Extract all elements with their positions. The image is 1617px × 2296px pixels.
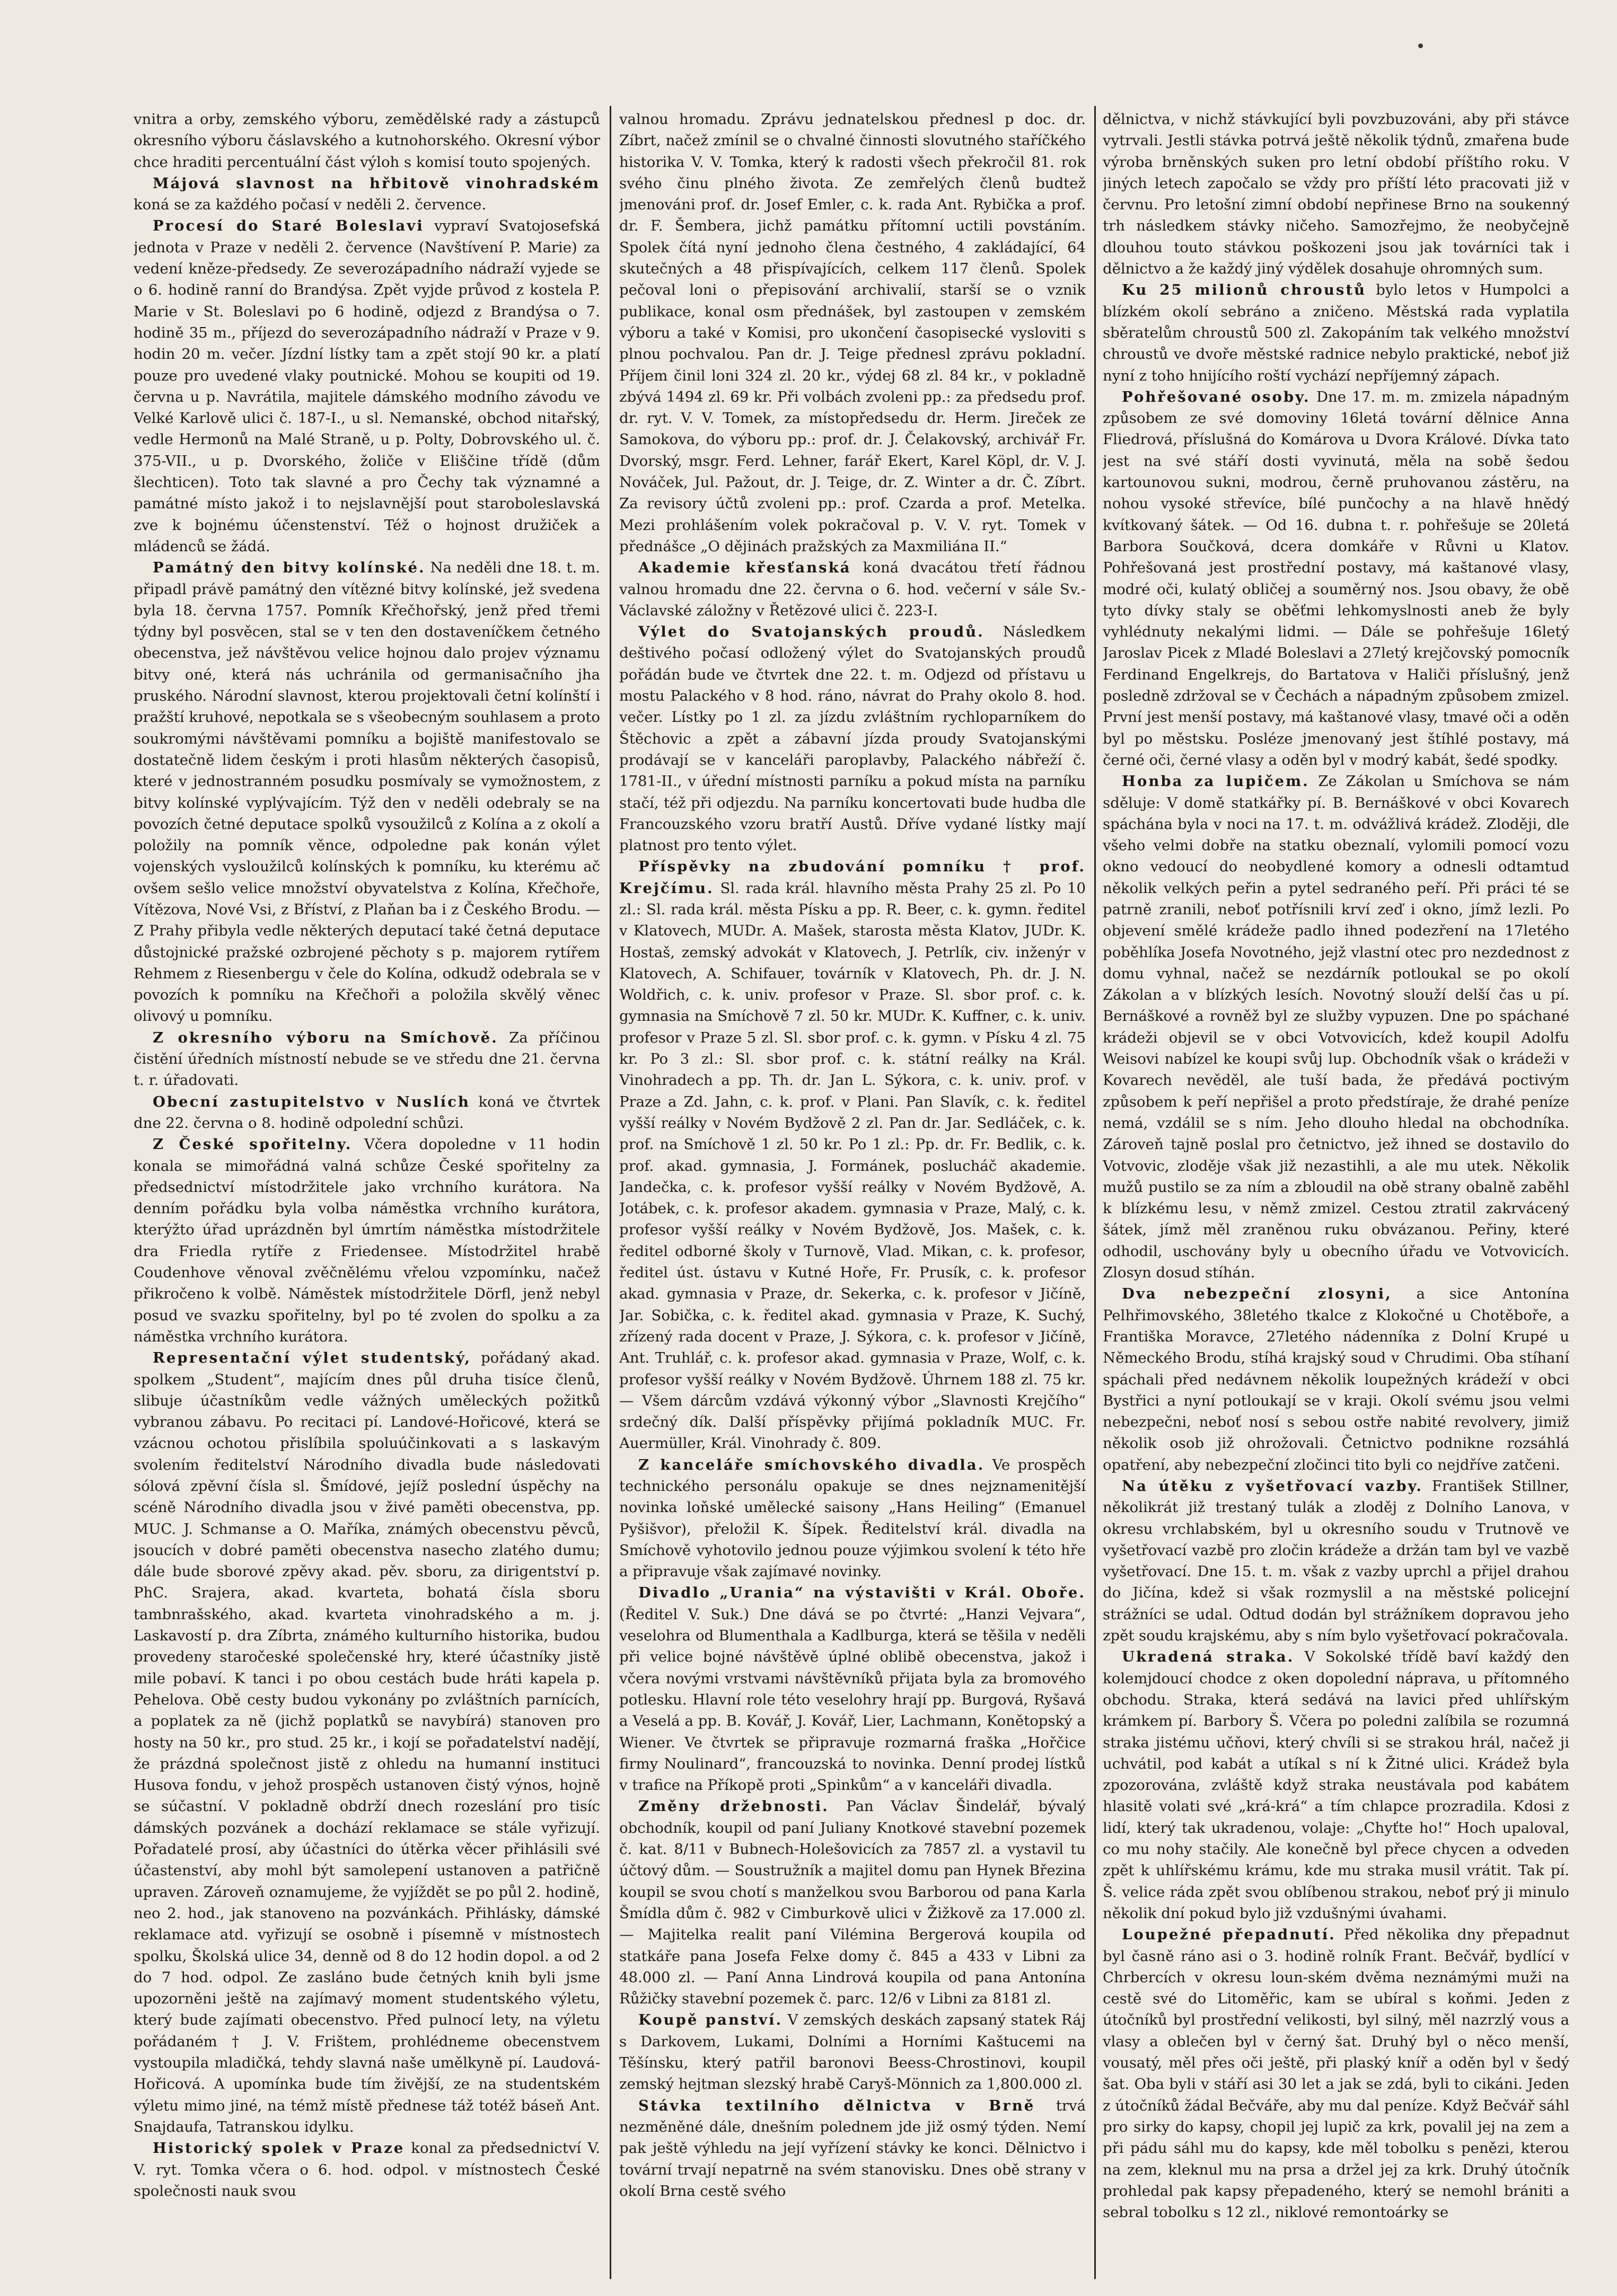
news-article [1103,1476,1569,1646]
news-article [619,621,1086,856]
news-article [134,173,600,216]
article-headline: Ukradená straka. [1122,1648,1295,1666]
article-headline: Na útěku z vyšetřovací vazby. [1122,1478,1423,1495]
news-article [1103,386,1569,771]
news-article [1103,1283,1569,1476]
news-article [134,215,600,557]
column-rule-1 [610,106,611,2279]
news-article [134,1134,600,1347]
article-headline: Loupežné přepadnutí. [1122,1926,1336,1944]
article-body: V zemských deskách zapsaný statek Ráj s Darkovem, Lukami, Dolními a Horními Kaštucemi na Těšínsku, který patřil baronovi Beess-Chrostinovi, koupil zemský hejtman slezský hrabě Caryš-Mönnich za 1,800.000 zl. [619,2011,1086,2093]
news-article [134,2138,600,2202]
column-1 [134,109,600,2276]
news-article [1103,109,1569,279]
article-headline: Obecní zastupitelstvo v Nuslích [153,1093,470,1110]
news-article [134,1091,600,1134]
column-3 [1103,109,1569,2276]
article-body: František Stillner, několikrát již trestaný tulák a zloděj z Dolního Lanova, v okresu vrchlabském, byl u okresního soudu v Trutnově ve vyšetřovací vazbě pro zločin krádeže a držán tam byl ve vazbě vyšetřovací. Dne 15. t. m. však z vazby uprchl a přijel drahou do Jičína, kdež si však rozmyslil a na městské policejní strážníci se udal. Odtud dodán byl strážníkem dopravou jeho zpět soudu krajskému, aby s ním bylo vyšetřovací pokračovala. [1103,1478,1569,1645]
article-body: Pan Václav Šindelář, bývalý obchodník, koupil od paní Juliany Knotkové stavební pozemek č. kat. 8/11 v Bubnech-Holešovicích za 7857 zl. a vystavil tu účtový dům. — Soustružník a majitel domu pan Hynek Březina koupil se svou chotí s manželkou svou Barborou od pana Karla Šmídla dům č. 982 v Cimburkově ulici v Žižkově za 17.000 zl. — Majitelka realit paní Vilémina Bergerová koupila od statkáře pana Josefa Felxe domy č. 845 a 433 v Libni za 48.000 zl. — Paní Anna Lindrová koupila od pana Antonína Růžičky stavební pozemek č. parc. 12/6 v Libni za 8181 zl. [619,1798,1086,2008]
article-body: a sice Antonína Pelhřimovského, 38letého tkalce z Klokočné u Chotěboře, a Františka Moravce, 27letého nádenníka z Dolní Krupé u Německého Brodu, stíhá krajský soud v Chrudimi. Oba stíhaní spáchali před nedávnem několik loupežných krádeží v obci Bystřici a nyní potloukají se v kraji. Okolí svému jsou velmi nebezpečni, neboť nosí s sebou ostře nabité revolvery, jimiž několik osob již ohrožovali. Četnictvo podnikne rozsáhlá opatření, aby nebezpeční zločinci tito byli co nejdříve zatčeni. [1103,1285,1569,1473]
news-article [134,109,600,173]
article-headline: Representační výlet studentský, [153,1349,471,1367]
article-body: (Ředitel V. Suk.) Dne dává se po čtvrté: „Hanzi Vejvara“, veselohra od Blumenthala a Kadlburga, která se těšila v neděli při velice bojné návštěvě úplné oblibě obecenstva, jakož i včera novými vrstvami návštěvníků přijata byla za bromového potlesku. Hlavní role této veselohry hrají pp. Burgová, Ryšavá a Veselá a pp. B. Kovář, J. Kovář, Lier, Lachmann, Konětopský a Wiener. Ve čtvrtek se připravuje rozmarná fraška „Hořčice firmy Noulinard“, francouzská to novinka. Denní prodej lístků v trafice na Příkopě proti „Spinkům“ a v kanceláři divadla. [619,1605,1086,1794]
article-headline: Památný den bitvy kolínské. [153,559,426,577]
article-body: Ve prospěch technického personálu opakuje se dnes nejznamenitější novinka loňské umělecké saisony „Hans Heiling“ (Emanuel Pyšišvor), přeložil K. Šípek. Ředitelství král. divadla na Smíchově vyhotovilo jednou pouze výjimkou svolení k této hře a připravuje však zajímavé novinky. [619,1456,1086,1580]
article-headline: Pohřešované osoby. [1122,388,1311,405]
article-body: konal za předsednictví V. V. ryt. Tomka včera o 6. hod. odpol. v místnostech České společnosti nauk svou [134,2140,600,2200]
article-headline: Procesí do Staré Boleslavi [153,217,424,235]
article-headline: Divadlo „Urania“ na výstavišti v Král. Oboře. [638,1584,1086,1602]
article-headline: Ku 25 milionů chroustů [1122,281,1367,299]
news-article [134,1027,600,1091]
news-article [619,1582,1086,1796]
news-article [1103,279,1569,386]
article-headline: Májová slavnost na hřbitově vinohradském [153,174,600,192]
article-body: koná se za každého počasí v neděli 2. července. [134,196,487,214]
article-body: Za příčinou čistění úředních místností nebude se ve středu dne 21. června t. r. úřadovati. [134,1029,600,1089]
article-body: bylo letos v Humpolci a blízkém okolí sebráno a zničeno. Městská rada vyplatila sběratelům chroustů 500 zl. Zakopáním tak velkého množství chroustů ve dvoře městské radnice nebylo praktické, neboť již nyní z toho hnijícího roští vychází nepříjemný zápach. [1103,281,1569,384]
news-article [1103,1646,1569,1924]
article-headline: Koupě panství. [638,2011,783,2029]
article-body: Sl. rada král. hlavního města Prahy 25 zl. Po 10 zl.: Sl. rada král. města Písku a pp. R. Beer, c. k. gymn. ředitel v Klatovech, MUDr. A. Mašek, starosta města Klatov, JUDr. K. Hostaš, zemský advokát v Klatovech, J. Petrlík, civ. inženýr v Klatovech, A. Schifauer, továrník v Klatovech, Ph. dr. J. N. Woldřich, c. k. univ. profesor v Praze. Sl. sbor prof. c. k. gymnasia na Smíchově 7 zl. 50 kr. MUDr. K. Kuffner, c. k. univ. profesor v Praze 5 zl. Sl. sbor prof. c. k. gymn. v Písku 4 zl. 75 kr. Po 3 zl.: Sl. sbor prof. c. k. státní reálky na Král. Vinohradech a pp. Th. dr. Jan L. Sýkora, c. k. univ. prof. v Praze a Zd. Jahn, c. k. prof. v Plani. Pan Slavík, c. k. ředitel vyšší reálky v Novém Bydžově 2 zl. Pan dr. Jar. Sedláček, c. k. prof. na Smíchově 1 zl. 50 kr. Po 1 zl.: Pp. dr. Fr. Bedlik, c. k. prof. akad. gymnasia, J. Formánek, poslucháč akademie. Jandečka, c. k. profesor vyšší reálky v Novém Bydžově, A. Jotábek, c. k. profesor akadem. gymnasia v Praze, Malý, c. k. profesor vyšší reálky v Novém Bydžově, Jos. Mašek, c. k. ředitel odborné školy v Turnově, Vlad. Mikan, c. k. profesor, ředitel úst. ústavu v Kutné Hoře, Fr. Prusík, c. k. profesor akad. gymnasia v Praze, dr. Sekerka, c. k. profesor v Jičíně, Jar. Sobička, c. k. ředitel akad. gymnasia v Praze, K. Suchý, zřízený rada docent v Praze, J. Sýkora, c. k. profesor v Jičíně, Ant. Truhlář, c. k. profesor akad. gymnasia v Praze, Wolf, c. k. profesor vyšší reálky v Novém Bydžově. Úhrnem 188 zl. 75 kr. — Všem dárcům vzdává výkonný výbor „Slavnosti Krejčího“ srdečný dík. Další příspěvky přijímá pokladník MUC. Fr. Auermüller, Král. Vinohrady č. 809. [619,879,1086,1452]
article-headline: Historický spolek v Praze [153,2140,405,2157]
news-article [134,557,600,1027]
article-body: Včera dopoledne v 11 hodin konala se mimořádná valná schůze České spořitelny za předsednictví místodržitele jako vrchního kurátora. Na denním pořádku byla volba náměstka vrchního kurátora, kterýžto úřad uprázdněn byl úmrtím náměstka místodržitele dra Friedla rytíře z Friedensee. Místodržitel hrabě Coudenhove věnoval zvěčnělému vřelou vzpomínku, načež přikročeno k volbě. Náměstek místodržitele Dörfl, jenž nebyl posud ve svazku spořitelny, byl po té zvolen do spolku a za náměstka vrchního kurátora. [134,1136,600,1345]
news-article [1103,771,1569,1283]
news-article [619,2095,1086,2202]
article-body: vnitra a orby, zemského výboru, zemědělské rady a zástupců okresního výboru čáslavského a kutnohorského. Okresní výbor chce hraditi percentuální část výloh s komisí touto spojených. [134,111,600,171]
article-body: Ze Zákolan u Smíchova se nám sděluje: V domě statkářky pí. B. Bernáškové v obci Kovarech spáchána byla v noci na 17. t. m. odvážlivá krádež. Zloději, dle všeho velmi dobře na statku obeznalí, vylomili pomocí vozu okno vedoucí do neobydlené komory a odnesli odtamtud několik velkých peřin a pytel sedraného peří. Při práci té se patrně zranili, neboť potřísnili krví zeď i okno, jímž lezli. Po objevení smělé krádeže padlo ihned podezření na 17letého poběhlíka Josefa Novotného, jejž vlastní otec pro nezdednost z domu vyhnal, načež se nezdárník potloukal se po okolí Zákolan a v blízkých lesích. Novotný slouží delší čas u pí. Bernáškové a rovněž byl ze služby vypuzen. Dne po spáchané krádeži objevil se v obci Votvovicích, kdež koupil Adolfu Weisovi nabízel ke koupi svůj lup. Obchodník však o krádeži v Kovarech nevěděl, ale tuší bada, že předává poctivým způsobem k peří nepřišel a proto předstíraje, že drahé peníze nemá, vzdálil se s ním. Jeho dlouho hledal na obchodníka. Zároveň tajně poslal pro četnictvo, jež ihned se dostavilo do Votvovic, zloděje však již nezastihli, a ale mu utek. Několik mužů pustilo se za ním a zbloudil na obě strany obalně zaběhl k blízkému lesu, v němž zmizel. Cestou ztratil zakrvácený šátek, jímž měl zraněnou ruku obvázanou. Peřiny, které odhodil, uschovány byly u obecního úřadu ve Votvovicích. Zlosyn dosud stíhán. [1103,773,1569,1282]
article-body: V Sokolské třídě baví každý den kolemjdoucí chodce z oken dopolední náprava, u přítomného obchodu. Straka, která sedává na lavici před uhlířským krámkem pí. Barbory Š. Včera po poledni zalíbila se rozumná straka jistému učňovi, který chvíli si se strakou hrál, načež ji uchvátil, pod kabát a utíkal s ní k Žitné ulici. Krádež byla zpozorována, zvláště když straka neustávala pod kabátem hlasitě volati své „krá-krá“ a tím chlapce prozradila. Kdosi z lidí, který tak ukradenou, volaje: „Chyťte ho!“ Hoch upaloval, co mu nohy stačily. Ale konečně byl přece chycen a odveden zpět k uhlířskému krámu, kde mu straka musil vrátit. Tak pí. Š. velice ráda zpět svou oblíbenou strakou, neboť prý ji minulo několik dní pokud bylo již vzdušnými úvahami. [1103,1648,1569,1922]
article-body: vypraví Svatojosefská jednota v Praze v neděli 2. července (Navštívení P. Marie) za vedení kněze-předsedy. Ze severozápadního nádraží vyjede se o 6. hodině ranní do Brandýsa. Zpět vyjde průvod z kostela P. Marie v St. Boleslavi po 6 hodině, odjezd z Brandýsa o 7. hodině 35 m., příjezd do severozápadního nádraží v Praze v 9. hodin 20 m. večer. Jízdní lístky tam a zpět stojí 90 kr. a platí pouze pro uvedené vlaky poutnické. Mohou se koupiti od 19. června u p. Navrátila, majitele dámského modního závodu ve Velké Karlově ulici č. 187-I., u sl. Nemanské, obchod nitařský, vedle Hermonů na Malé Straně, u p. Polty, Dobrovského ul. č. 375-VII., u p. Dvorského, žoliče v Eliščine třídě (dům šlechticen). Toto tak slavné a pro Čechy tak významné a památné místo jakož i to nejslavnější pout staroboleslavská zve k bojnému účenstenství. Též o hojnost družiček a mládenců se žádá. [134,217,600,555]
article-headline: Dva nebezpeční zlosyni, [1122,1285,1392,1303]
news-article [619,2009,1086,2095]
ink-speck [1418,43,1423,48]
news-article [619,557,1086,621]
column-2 [619,109,1086,2276]
article-body: Před několika dny přepadnut byl časně ráno asi o 3. hodině rolník Frant. Bečvář, bydlící v Chrbercích v okresu loun-ském dvěma neznámými muži na cestě své do Litoměřic, kam se ubíral s koňmi. Jeden z útočníků byl prostřední velikosti, byl silný, měl nazrzlý vous a vlasy a oblečen byl v černý šat. Druhý byl o něco menší, vousatý, měl přes oči ještě, při plaský kníř a oděn byl v šedý šat. Oba byli v stáří asi 30 let a jak se zdá, byli to cikáni. Jeden z útočníků žádal Bečváře, aby mu dal peníze. Když Bečvář sáhl pro sirky do kapsy, chopil jej lupič za krk, povalil jej na zem a při pádu sáhl mu do kapsy, kde měl tobolku s penězi, kterou na zem, kleknul mu na prsa a držel jej za krk. Druhý útočník prohledal pak kapsy přepadeného, který se nemohl brániti a sebral tobolku s 12 zl., niklové remontoárky se [1103,1926,1569,2221]
article-body: Na neděli dne 18. t. m. připadl právě památný den vítězné bitvy kolínské, jež svedena byla 18. června 1757. Pomník Křečhořský, jenž před třemi týdny byl posvěcen, stal se v ten den dostaveníčkem četného obecenstva, jež návštěvou velice hojnou dalo projev významu bitvy oné, která nás uchránila od germanisačního jha pruského. Národní slavnost, kterou projektovali četní kolínští i pražští kruhové, nepotkala se s všeobecným souhlasem a proto soukromými návštěvami pomníku a bojiště manifestovalo se dostatečně lidem českým i proti hlasům některých časopisů, které v jednostranném posudku posmívaly se vymožnostem, z bitvy kolínské vyplývajícím. Týž den v neděli odebraly se na povozích četné deputace spolků vysoužilců z Kolína a z okolí a položily na pomník věnce, odpoledne pak konán výlet vojenských vysloužilců kolínských k pomníku, ku kterému ač ovšem sešlo velice množství obyvatelstva z Kolína, Křečhoře, Vítězova, Nové Vsi, z Bříství, z Plaňan ba i z Českého Brodu. — Z Prahy přibyla vedle některých deputací také četná deputace důstojnické pražské ozbrojené pěchoty s p. majorem rytířem Rehmem z Riesenbergu v čele do Kolína, odkudž odebrala se v povozích k pomníku na Křečhoři a položila skvělý věnec olivový u pomníku. [134,559,600,1025]
column-rule-2 [1094,106,1096,2279]
article-headline: Výlet do Svatojanských proudů. [638,623,985,641]
article-body: Následkem deštivého počasí odložený výlet do Svatojanských proudů pořádán bude ve čtvrtek dne 22. t. m. Odjezd od přístavu u mostu Palackého v 8 hod. ráno, návrat do Prahy okolo 8. hod. večer. Lístky po 1 zl. za jízdu zvláštním rychloparníkem do Štěchovic a zpět a zábavní jízda proudy Svatojanskými prodávají se v kanceláři paroplavby, Palackého nábřeží č. 1781-II., v úřední místnosti parníku a pokud místa na parníku stačí, též při odjezdu. Na parníku koncertovati bude hudba dle Francouzského vzoru bratří Austů. Dříve vydané lístky mají platnost pro tento výlet. [619,623,1086,854]
article-body: pořádaný akad. spolkem „Student“, majícím dnes půl druha tisíce členů, slibuje účastníkům vedle vážných uměleckých požitků vybranou zábavu. Po recitaci pí. Landové-Hořicové, která se vzácnou ochotou přislíbila spoluúčinkovati a s laskavým svolením ředitelství Národního divadla bude následovati sólová zpěvní čísla sl. Šmídové, jejíž poslední úspěchy na scéně Národního divadla jsou v živé paměti obecenstva, pp. MUC. J. Schmanse a O. Maříka, známých obecenstvu pěvců, jsoucích v dobré paměti obecenstva nasecho zlatého dumu; dále bude sborové zpěvy akad. pěv. sboru, za dirigentství p. PhC. Srajera, akad. kvarteta, bohatá čísla sboru tambnrašského, akad. kvarteta vinohradského a m. j. Laskavostí p. dra Zíbrta, známého kulturního historika, budou provedeny staročeské společenské hry, které účastníky jistě mile pobaví. K tanci i po obou cestách bude hráti kapela p. Pehelova. Obě cesty budou vykonány po zvláštních parnících, a poplatek za ně (jichž poplatků se navybírá) stanoven pro hosty na 50 kr., pro stud. 25 kr., i kojí se pořadatelství nadějí, že prázdná společnost jistě z ohledu na humanní instituci Husova fondu, v jehož prospěch ustanoven čistý výnos, hojně se súčastní. V pokladně obdrží dnech rozeslání pro tisíc dámských pozvánek a dochází reklamace se stále vyřizují. Pořadatelé prosí, aby účastníci do útěrka věcer přihlásili své účastenství, aby mohl být samolepení ustanoven a patřičně upraven. Zároveň oznamujeme, že vyjíždět se po půl 2. hodině, neo 2. hod., jak stanoveno na pozvánkách. Přihlásky, dámské reklamace atd. vyřizují se osobně i písemně v místnostech spolku, Školská ulice 34, denně od 8 do 12 hodin dopol. a od 2 do 7 hod. odpol. Ze zasláno bude četných knih byli jsme upozorněni ještě na zajímavý moment studentského výletu, který bude zajímati obecenstvo. Před pulnocí lety, na výletu pořádaném † J. V. Frištem, prohlédneme obecenstvem vystoupila mladičká, tehdy slavná naše umělkyně pí. Laudová-Hořicová. A upomínka bude tím živější, ze na studentském výletu mimo jiné, na témž místě přednese táž totéž báseň Ant. Snajdaufa, Tatranskou idylku. [134,1349,600,2135]
news-article [134,1347,600,2138]
article-headline: Změny držebnosti. [638,1798,829,1815]
article-headline: Honba za lupičem. [1122,773,1310,790]
article-body: trvá nezměněné dále, dnešním polednem jde již osmý týden. Nemí pak ještě výhledu na její vyřízení stávky ke konci. Dělnictvo i tovární trvají nepatrně na svém stanovisku. Dnes obě strany v okolí Brna cestě svého [619,2097,1086,2200]
article-headline: Příspěvky na zbudování pomníku † prof. Krejčímu. [619,858,1086,897]
article-headline: Z kanceláře smíchovského divadla. [638,1456,985,1473]
article-headline: Stávka textilního dělnictva v Brně [638,2097,1035,2114]
article-headline: Akademie křesťanská [638,559,851,577]
article-headline: Z okresního výboru na Smíchově. [153,1029,498,1046]
article-body: valnou hromadu. Zprávu jednatelskou přednesl p doc. dr. Zíbrt, načež zmínil se o chvalné činnosti slovutného staříčkého historika V. V. Tomka, který k radosti všech překročil 81. rok svého činu plného života. Ze zemřelých členů budtež jmenováni prof. dr. Josef Emler, c. k. rada Ant. Rybička a prof. dr. F. Šembera, jichž památku přítomní uctili povstáním. Spolek čítá nyní jednoho člena čestného, 4 zakládající, 64 skutečných a 48 přispívajících, celkem 117 členů. Spolek pečoval loni o přepisování archivalií, starší se o vznik publikace, konal osm přednášek, byl zastoupen v zemském výboru a také v Komisi, pro ukončení časopisecké vysloviti s plnou pochvalou. Pan dr. J. Teige přednesl zprávu pokladní. Příjem činil loni 324 zl. 20 kr., výdej 68 zl. 84 kr., v pokladně zbývá 1494 zl. 69 kr. Při volbách zvoleni pp.: za předsedu prof. dr. ryt. V. V. Tomek, za místopředsedu dr. Herm. Jireček ze Samokova, do výboru pp.: prof. dr. J. Čelakovský, archivář Fr. Dvorský, msgr. Ferd. Lehner, farář Ekert, Karel Köpl, dr. V. J. Nováček, Jul. Pažout, dr. J. Teige, dr. Z. Winter a dr. Č. Zíbrt. Za revisory účtů zvoleni pp.: prof. Czarda a prof. Metelka. Mezi prohlášením volek pokračoval p. V. V. ryt. Tomek v přednášce „O dějinách pražských za Maxmiliána II.“ [619,111,1086,555]
news-article [619,1796,1086,2009]
news-article [619,856,1086,1454]
article-body: koná ve čtvrtek dne 22. června o 8. hodině odpolední schůzi. [134,1093,600,1132]
article-body: dělnictva, v nichž stávkující byli povzbuzováni, aby při stávce vytrvali. Jestli stávka potrvá ještě několik týdnů, zmařena bude výroba brněnských suken pro letní období příštího roku. V jiných letech započalo se vždy pro příští léto pracovati již v červnu. Pro letošní zimní období nepřinese Brno na soukenný trh následkem stávky ničeho. Samozřejmo, že neobyčejně dlouhou touto stávkou poškozeni jsou jak továrníci tak i dělnictvo a že každý jiný výdělek dosahuje ohromných sum. [1103,111,1569,278]
article-body: koná dvacátou třetí řádnou valnou hromadu dne 22. června o 6. hod. večerní v sále Sv.-Václavské záložny v Řetězové ulici č. 223-I. [619,559,1086,619]
news-article [619,1454,1086,1583]
article-headline: Z České spořitelny. [153,1136,353,1153]
news-article [619,109,1086,557]
news-article [1103,1924,1569,2223]
article-body: Dne 17. m. m. zmizela nápadným způsobem ze své domoviny 16letá tovární dělnice Anna Fliedrová, příslušná do Komárova u Dvora Králové. Dívka tato jest na své stáří dosti vyvinutá, měla na sobě šedou kartounovou sukni, modrou, černě pruhovanou zástěru, na nohou vysoké střevíce, bílé punčochy a na hlavě hnědý kvítkovaný šátek. — Od 16. dubna t. r. pohřešuje se 20letá Barbora Součková, dcera domkáře v Růvni u Klatov. Pohřešovaná jest prostřední postavy, má kaštanové vlasy, modré oči, kulatý obličej a souměrný nos. Jsou obavy, že obě tyto dívky staly se oběťmi lehkomyslnosti aneb že byly vyhlédnuty nekalými lidmi. — Dále se pohřešuje 16letý Jaroslav Picek z Mladé Boleslavi a 27letý krejčovský pomocník Ferdinand Engelkrejs, do Bartatova v Haliči příslušný, jenž posledně zdržoval se v Čechách a nápadným způsobem zmizel. První jest menší postavy, má kaštanové vlasy, tmavé oči a oděn byl po městsku. Posléze jmenovaný jest štíhlé postavy, má černé oči, černé vlasy a oděn byl v modrý kabát, šedé spodky. [1103,388,1569,769]
